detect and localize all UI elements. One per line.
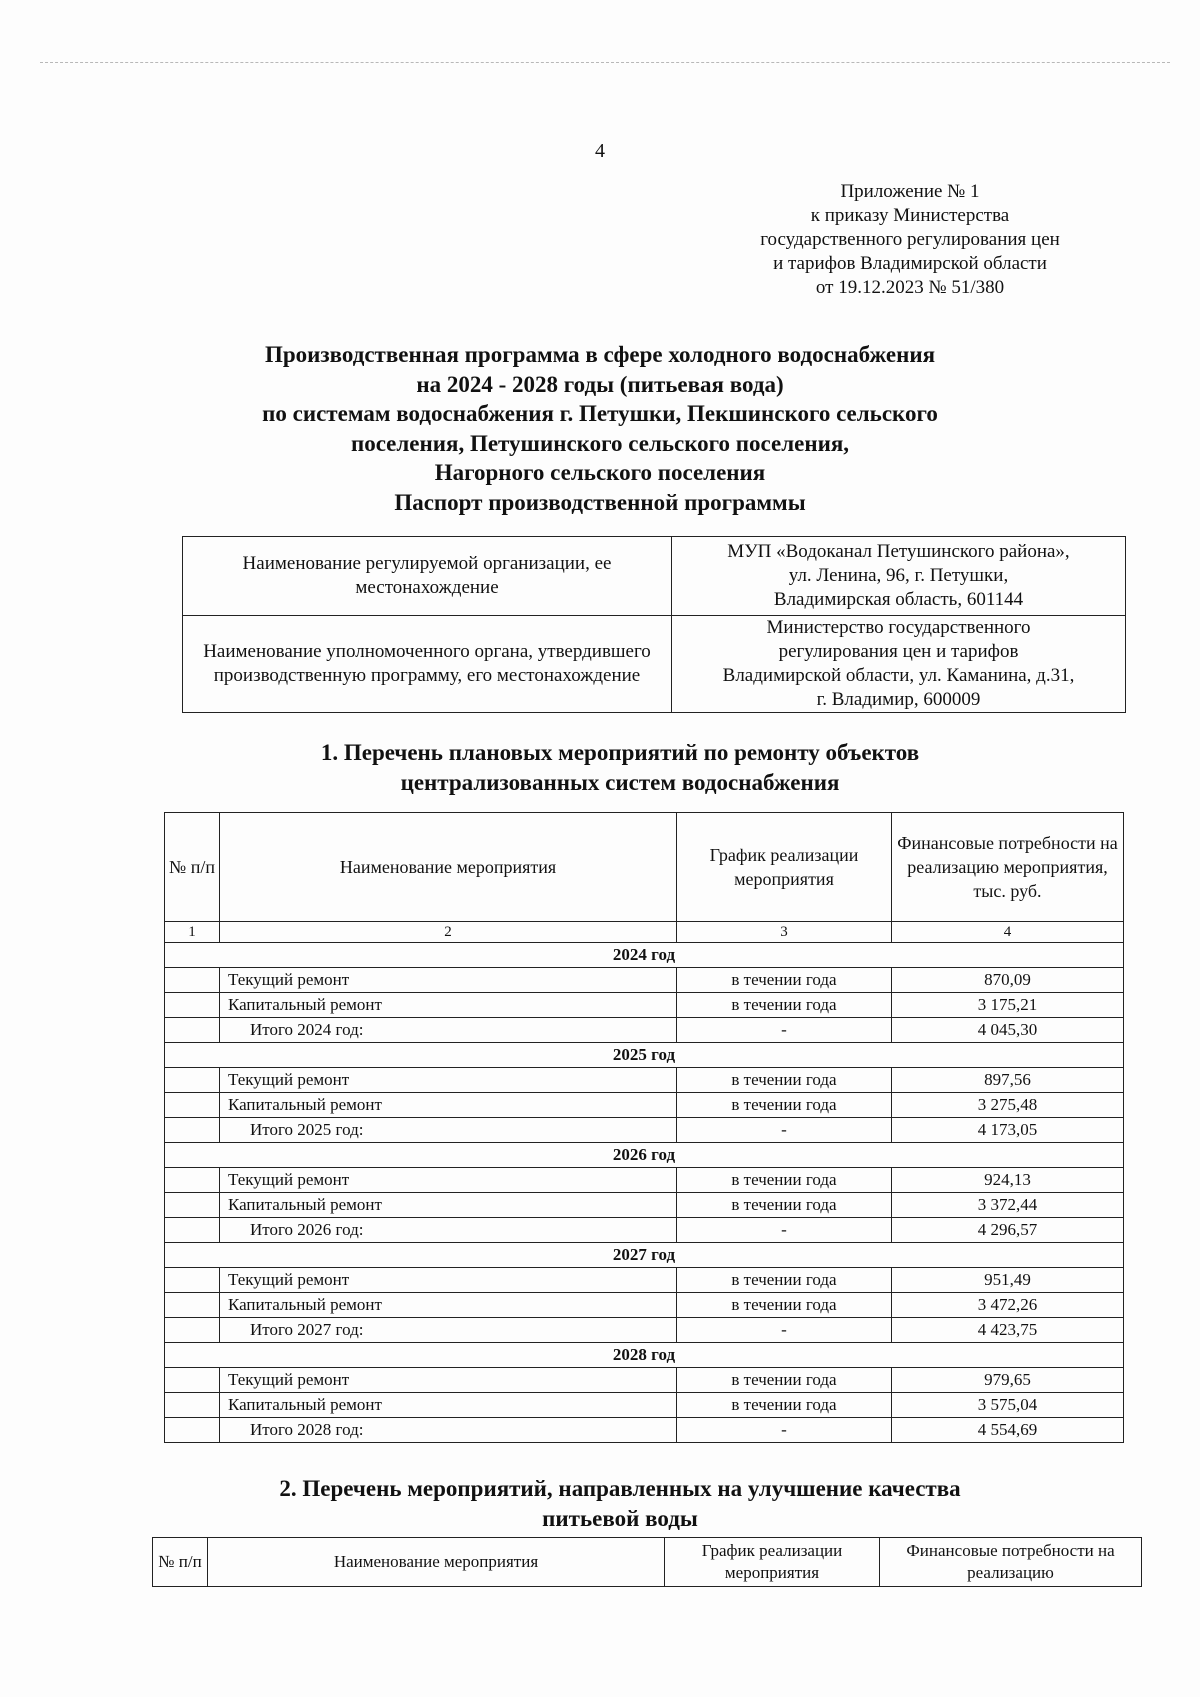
passport-value-line: МУП «Водоканал Петушинского района», xyxy=(727,541,1070,562)
repair-plan-table xyxy=(164,812,1124,1443)
table-row xyxy=(165,1118,1124,1143)
section-title-line: питьевой воды xyxy=(542,1506,698,1531)
header-cell: № п/п xyxy=(153,1538,208,1587)
scan-artifact-line xyxy=(40,62,1170,63)
section-title-line: централизованных систем водоснабжения xyxy=(400,770,840,795)
passport-label: Наименование регулируемой организации, ее местонахождение xyxy=(183,537,672,616)
header-cell: Наименование мероприятия xyxy=(220,813,677,922)
title-line: Производственная программа в сфере холодного водоснабжения xyxy=(264,342,936,367)
measure-name: Текущий ремонт xyxy=(220,1168,677,1193)
year-row xyxy=(165,1143,1124,1168)
measure-name: Капитальный ремонт xyxy=(220,993,677,1018)
schedule-cell: - xyxy=(677,1318,892,1343)
passport-value-line: Владимирской области, ул. Каманина, д.31, xyxy=(722,665,1075,686)
quality-measures-table xyxy=(152,1537,1142,1587)
schedule-cell: в течении года xyxy=(677,968,892,993)
amount-cell: 979,65 xyxy=(892,1368,1124,1393)
measure-name: Капитальный ремонт xyxy=(220,1193,677,1218)
schedule-cell: в течении года xyxy=(677,1168,892,1193)
row-number-cell xyxy=(165,1393,220,1418)
table-row xyxy=(165,1318,1124,1343)
row-number-cell xyxy=(165,968,220,993)
amount-cell: 4 554,69 xyxy=(892,1418,1124,1443)
amount-cell: 3 575,04 xyxy=(892,1393,1124,1418)
schedule-cell: в течении года xyxy=(677,1068,892,1093)
passport-row xyxy=(183,616,1126,713)
amount-cell: 3 472,26 xyxy=(892,1293,1124,1318)
schedule-cell: - xyxy=(677,1218,892,1243)
header-cell: Финансовые потребности на реализацию мероприятия, тыс. руб. xyxy=(892,813,1124,922)
schedule-cell: в течении года xyxy=(677,1293,892,1318)
amount-cell: 4 173,05 xyxy=(892,1118,1124,1143)
column-number: 4 xyxy=(892,922,1124,943)
table-row xyxy=(165,993,1124,1018)
title-line: поселения, Петушинского сельского поселения, xyxy=(350,430,850,456)
year-label: 2028 год xyxy=(165,1343,1124,1368)
table-row xyxy=(165,1018,1124,1043)
schedule-cell: - xyxy=(677,1018,892,1043)
header-cell: Финансовые потребности на реализацию xyxy=(880,1538,1142,1587)
amount-cell: 4 045,30 xyxy=(892,1018,1124,1043)
title-line: на 2024 - 2028 годы (питьевая вода) xyxy=(416,371,784,397)
passport-value xyxy=(672,537,1126,616)
row-number-cell xyxy=(165,1218,220,1243)
row-number-cell xyxy=(165,1068,220,1093)
amount-cell: 3 275,48 xyxy=(892,1093,1124,1118)
schedule-cell: в течении года xyxy=(677,1093,892,1118)
column-number: 2 xyxy=(220,922,677,943)
passport-value-line: регулирования цен и тарифов xyxy=(778,641,1019,662)
table-row xyxy=(165,1068,1124,1093)
appendix-line: от 19.12.2023 № 51/380 xyxy=(815,277,1005,298)
header-cell: № п/п xyxy=(165,813,220,922)
appendix-line: Приложение № 1 xyxy=(840,181,980,202)
row-number-cell xyxy=(165,1418,220,1443)
passport-table xyxy=(182,536,1126,713)
title-line: по системам водоснабжения г. Петушки, Пекшинского сельского xyxy=(262,401,938,426)
row-number-cell xyxy=(165,1018,220,1043)
passport-label: Наименование уполномоченного органа, утвердившего производственную программу, его местонахождение xyxy=(183,616,672,713)
row-number-cell xyxy=(165,1118,220,1143)
row-number-cell xyxy=(165,1093,220,1118)
passport-row xyxy=(183,537,1126,616)
document-title xyxy=(160,340,1040,517)
page-number: 4 xyxy=(595,140,605,162)
table-header-row xyxy=(165,813,1124,922)
row-number-cell xyxy=(165,1318,220,1343)
title-line: Нагорного сельского поселения xyxy=(434,460,766,485)
row-number-cell xyxy=(165,1293,220,1318)
appendix-line: и тарифов Владимирской области xyxy=(773,253,1047,274)
measure-name: Текущий ремонт xyxy=(220,1268,677,1293)
passport-value xyxy=(672,616,1126,713)
title-line: Паспорт производственной программы xyxy=(394,489,806,515)
amount-cell: 870,09 xyxy=(892,968,1124,993)
schedule-cell: - xyxy=(677,1418,892,1443)
year-label: 2024 год xyxy=(165,943,1124,968)
passport-value-line: Министерство государственного xyxy=(766,617,1031,638)
table-header-row xyxy=(153,1538,1142,1587)
header-cell: Наименование мероприятия xyxy=(208,1538,665,1587)
column-number: 3 xyxy=(677,922,892,943)
column-number: 1 xyxy=(165,922,220,943)
measure-name: Капитальный ремонт xyxy=(220,1093,677,1118)
amount-cell: 3 175,21 xyxy=(892,993,1124,1018)
schedule-cell: в течении года xyxy=(677,1393,892,1418)
year-label: 2026 год xyxy=(165,1143,1124,1168)
table-row xyxy=(165,1418,1124,1443)
table-row xyxy=(165,1193,1124,1218)
schedule-cell: - xyxy=(677,1118,892,1143)
section-title-line: 2. Перечень мероприятий, направленных на улучшение качества xyxy=(279,1476,961,1501)
passport-value-line: ул. Ленина, 96, г. Петушки, xyxy=(788,565,1009,586)
appendix-line: государственного регулирования цен xyxy=(760,229,1060,250)
measure-name: Текущий ремонт xyxy=(220,968,677,993)
amount-cell: 924,13 xyxy=(892,1168,1124,1193)
measure-name: Капитальный ремонт xyxy=(220,1293,677,1318)
schedule-cell: в течении года xyxy=(677,1268,892,1293)
section-2-title xyxy=(160,1474,1080,1534)
year-label: 2027 год xyxy=(165,1243,1124,1268)
section-1-title xyxy=(160,738,1080,798)
table-row xyxy=(165,1218,1124,1243)
year-row xyxy=(165,943,1124,968)
passport-value-line: г. Владимир, 600009 xyxy=(816,689,981,710)
year-row xyxy=(165,1243,1124,1268)
row-number-cell xyxy=(165,1368,220,1393)
measure-name: Итого 2025 год: xyxy=(220,1118,677,1143)
row-number-cell xyxy=(165,1168,220,1193)
amount-cell: 4 423,75 xyxy=(892,1318,1124,1343)
year-row xyxy=(165,1343,1124,1368)
appendix-block xyxy=(700,180,1120,300)
schedule-cell: в течении года xyxy=(677,1368,892,1393)
header-cell: График реализации мероприятия xyxy=(677,813,892,922)
amount-cell: 4 296,57 xyxy=(892,1218,1124,1243)
appendix-line: к приказу Министерства xyxy=(810,205,1010,226)
table-row xyxy=(165,968,1124,993)
measure-name: Итого 2026 год: xyxy=(220,1218,677,1243)
row-number-cell xyxy=(165,1268,220,1293)
row-number-cell xyxy=(165,1193,220,1218)
measure-name: Капитальный ремонт xyxy=(220,1393,677,1418)
header-cell: График реализации мероприятия xyxy=(665,1538,880,1587)
amount-cell: 897,56 xyxy=(892,1068,1124,1093)
row-number-cell xyxy=(165,993,220,1018)
amount-cell: 951,49 xyxy=(892,1268,1124,1293)
measure-name: Итого 2027 год: xyxy=(220,1318,677,1343)
measure-name: Текущий ремонт xyxy=(220,1368,677,1393)
schedule-cell: в течении года xyxy=(677,1193,892,1218)
measure-name: Итого 2028 год: xyxy=(220,1418,677,1443)
section-title-line: 1. Перечень плановых мероприятий по ремонту объектов xyxy=(320,740,920,765)
table-row xyxy=(165,1268,1124,1293)
passport-value-line: Владимирская область, 601144 xyxy=(773,589,1024,610)
table-row xyxy=(165,1168,1124,1193)
measure-name: Итого 2024 год: xyxy=(220,1018,677,1043)
schedule-cell: в течении года xyxy=(677,993,892,1018)
year-row xyxy=(165,1043,1124,1068)
measure-name: Текущий ремонт xyxy=(220,1068,677,1093)
table-row xyxy=(165,1368,1124,1393)
amount-cell: 3 372,44 xyxy=(892,1193,1124,1218)
table-row xyxy=(165,1393,1124,1418)
table-row xyxy=(165,1093,1124,1118)
year-label: 2025 год xyxy=(165,1043,1124,1068)
table-row xyxy=(165,1293,1124,1318)
column-number-row xyxy=(165,922,1124,943)
